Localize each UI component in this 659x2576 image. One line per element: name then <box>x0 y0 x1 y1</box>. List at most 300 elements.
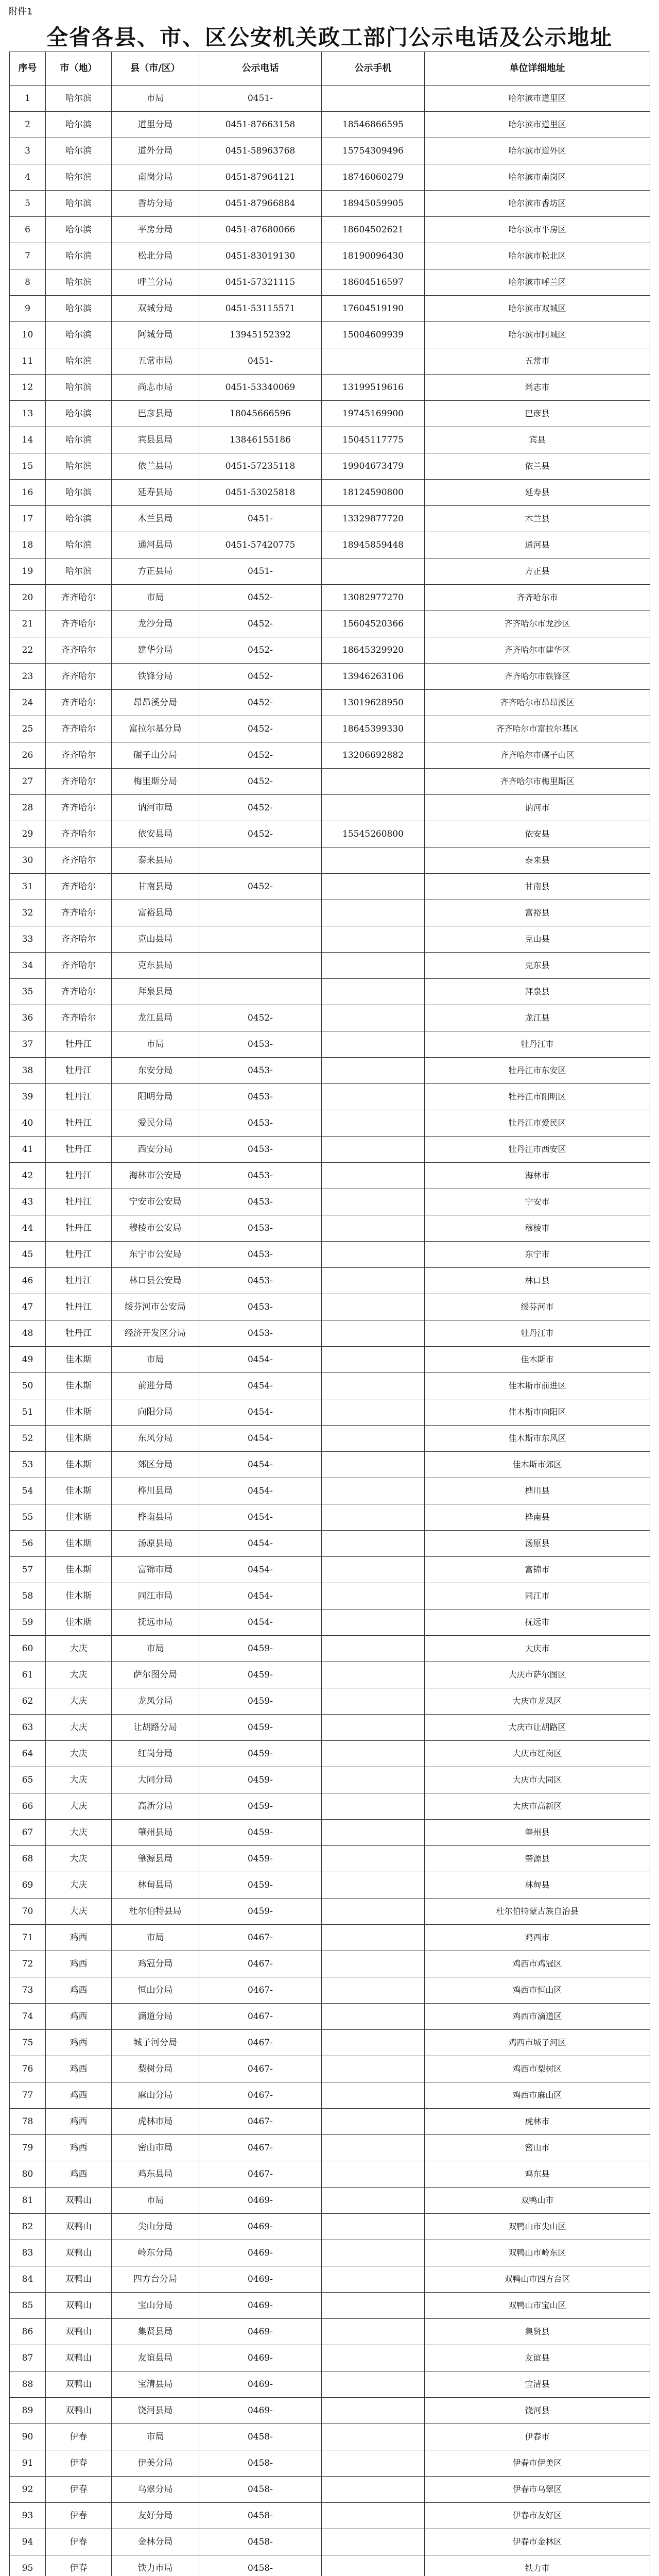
cell-seq: 4 <box>10 164 46 191</box>
cell-mobile <box>322 2004 425 2030</box>
cell-county: 梅里斯分局 <box>112 769 199 795</box>
cell-county: 南岗分局 <box>112 164 199 191</box>
cell-mobile <box>322 1925 425 1951</box>
cell-city: 哈尔滨 <box>46 480 112 506</box>
cell-phone: 0451-87663158 <box>199 112 322 138</box>
cell-phone: 0453- <box>199 1294 322 1320</box>
cell-county: 尚志市局 <box>112 375 199 401</box>
cell-phone: 13945152392 <box>199 322 322 348</box>
cell-address: 尚志市 <box>425 375 650 401</box>
cell-phone: 0467- <box>199 2109 322 2135</box>
cell-phone: 0459- <box>199 1636 322 1662</box>
cell-mobile <box>322 2135 425 2161</box>
cell-seq: 76 <box>10 2056 46 2082</box>
cell-phone: 0452- <box>199 821 322 848</box>
cell-phone: 13846155186 <box>199 427 322 453</box>
table-row <box>10 480 650 506</box>
cell-phone: 0454- <box>199 1531 322 1557</box>
cell-seq: 30 <box>10 848 46 874</box>
cell-county: 岭东分局 <box>112 2240 199 2266</box>
cell-phone: 0469- <box>199 2398 322 2424</box>
cell-mobile <box>322 2529 425 2555</box>
cell-phone <box>199 848 322 874</box>
cell-address: 牡丹江市爱民区 <box>425 1110 650 1137</box>
cell-county: 双城分局 <box>112 296 199 322</box>
cell-city: 牡丹江 <box>46 1242 112 1268</box>
cell-county: 方正县局 <box>112 558 199 585</box>
cell-seq: 10 <box>10 322 46 348</box>
contact-table-container <box>9 52 650 2576</box>
cell-address: 佳木斯市前进区 <box>425 1373 650 1399</box>
cell-seq: 47 <box>10 1294 46 1320</box>
cell-mobile: 18945859448 <box>322 532 425 558</box>
cell-phone: 0469- <box>199 2214 322 2240</box>
cell-address: 哈尔滨市南岗区 <box>425 164 650 191</box>
cell-phone: 0453- <box>199 1110 322 1137</box>
cell-city: 牡丹江 <box>46 1110 112 1137</box>
cell-phone: 0458- <box>199 2477 322 2503</box>
table-row <box>10 138 650 164</box>
cell-phone: 0452- <box>199 742 322 769</box>
header-city: 市（地） <box>46 52 112 86</box>
table-row <box>10 2503 650 2529</box>
cell-phone: 0459- <box>199 1872 322 1899</box>
cell-mobile <box>322 1268 425 1294</box>
cell-address: 双鸭山市宝山区 <box>425 2293 650 2319</box>
cell-county: 东安分局 <box>112 1058 199 1084</box>
cell-city: 大庆 <box>46 1820 112 1846</box>
cell-address: 牡丹江市 <box>425 1031 650 1058</box>
table-row <box>10 926 650 953</box>
cell-phone: 0458- <box>199 2450 322 2477</box>
cell-county: 鸡东县局 <box>112 2161 199 2188</box>
cell-city: 伊春 <box>46 2424 112 2450</box>
cell-address: 通河县 <box>425 532 650 558</box>
cell-county: 红岗分局 <box>112 1741 199 1767</box>
cell-seq: 85 <box>10 2293 46 2319</box>
cell-city: 佳木斯 <box>46 1373 112 1399</box>
table-row <box>10 2161 650 2188</box>
cell-seq: 40 <box>10 1110 46 1137</box>
cell-seq: 23 <box>10 664 46 690</box>
cell-county: 麻山分局 <box>112 2082 199 2109</box>
cell-address: 汤原县 <box>425 1531 650 1557</box>
cell-city: 哈尔滨 <box>46 375 112 401</box>
cell-city: 牡丹江 <box>46 1031 112 1058</box>
table-row <box>10 401 650 427</box>
cell-city: 哈尔滨 <box>46 558 112 585</box>
cell-address: 佳木斯市东风区 <box>425 1426 650 1452</box>
cell-seq: 43 <box>10 1189 46 1215</box>
cell-county: 富拉尔基分局 <box>112 716 199 742</box>
table-row <box>10 1452 650 1478</box>
cell-phone: 0451-53025818 <box>199 480 322 506</box>
table-row <box>10 1531 650 1557</box>
cell-address: 伊春市乌翠区 <box>425 2477 650 2503</box>
cell-mobile <box>322 2266 425 2293</box>
cell-seq: 34 <box>10 953 46 979</box>
cell-county: 市局 <box>112 585 199 611</box>
cell-county: 爱民分局 <box>112 1110 199 1137</box>
cell-phone <box>199 979 322 1005</box>
cell-address: 穆棱市 <box>425 1215 650 1242</box>
cell-county: 四方台分局 <box>112 2266 199 2293</box>
table-row <box>10 585 650 611</box>
table-row <box>10 2345 650 2371</box>
cell-seq: 57 <box>10 1557 46 1583</box>
cell-phone: 0451- <box>199 558 322 585</box>
cell-county: 高新分局 <box>112 1793 199 1820</box>
table-row <box>10 1636 650 1662</box>
cell-seq: 38 <box>10 1058 46 1084</box>
cell-city: 牡丹江 <box>46 1268 112 1294</box>
cell-seq: 6 <box>10 217 46 243</box>
cell-mobile: 13206692882 <box>322 742 425 769</box>
cell-county: 宾县县局 <box>112 427 199 453</box>
table-row <box>10 2109 650 2135</box>
cell-county: 市局 <box>112 2424 199 2450</box>
cell-county: 林甸县局 <box>112 1872 199 1899</box>
table-row <box>10 664 650 690</box>
cell-county: 龙沙分局 <box>112 611 199 637</box>
cell-seq: 1 <box>10 86 46 112</box>
cell-seq: 32 <box>10 900 46 926</box>
cell-seq: 93 <box>10 2503 46 2529</box>
cell-seq: 74 <box>10 2004 46 2030</box>
cell-mobile <box>322 769 425 795</box>
cell-county: 鸡冠分局 <box>112 1951 199 1977</box>
cell-mobile <box>322 1294 425 1320</box>
cell-phone: 0467- <box>199 2135 322 2161</box>
cell-city: 哈尔滨 <box>46 243 112 269</box>
cell-mobile <box>322 1977 425 2004</box>
cell-seq: 48 <box>10 1320 46 1347</box>
cell-city: 哈尔滨 <box>46 532 112 558</box>
header-mobile: 公示手机 <box>322 52 425 86</box>
cell-seq: 77 <box>10 2082 46 2109</box>
table-row <box>10 243 650 269</box>
cell-county: 东宁市公安局 <box>112 1242 199 1268</box>
cell-address: 佳木斯市郊区 <box>425 1452 650 1478</box>
cell-phone: 0452- <box>199 637 322 664</box>
table-row <box>10 1793 650 1820</box>
cell-address: 齐齐哈尔市梅里斯区 <box>425 769 650 795</box>
cell-mobile <box>322 1820 425 1846</box>
table-row <box>10 1767 650 1793</box>
cell-phone: 0451-83019130 <box>199 243 322 269</box>
table-body <box>10 86 650 2576</box>
cell-city: 双鸭山 <box>46 2266 112 2293</box>
cell-county: 龙江县局 <box>112 1005 199 1031</box>
cell-county: 金林分局 <box>112 2529 199 2555</box>
cell-city: 大庆 <box>46 1741 112 1767</box>
cell-mobile <box>322 1767 425 1793</box>
cell-county: 东风分局 <box>112 1426 199 1452</box>
cell-mobile <box>322 1478 425 1504</box>
cell-seq: 29 <box>10 821 46 848</box>
header-seq: 序号 <box>10 52 46 86</box>
cell-address: 同江市 <box>425 1583 650 1609</box>
cell-mobile <box>322 795 425 821</box>
cell-city: 佳木斯 <box>46 1557 112 1583</box>
cell-mobile <box>322 1715 425 1741</box>
table-row <box>10 1504 650 1531</box>
cell-mobile <box>322 1609 425 1636</box>
table-row <box>10 2030 650 2056</box>
cell-address: 鸡西市城子河区 <box>425 2030 650 2056</box>
table-row <box>10 1005 650 1031</box>
cell-address: 宁安市 <box>425 1189 650 1215</box>
cell-seq: 87 <box>10 2345 46 2371</box>
cell-city: 齐齐哈尔 <box>46 979 112 1005</box>
table-row <box>10 1189 650 1215</box>
cell-address: 齐齐哈尔市建华区 <box>425 637 650 664</box>
cell-phone: 0454- <box>199 1452 322 1478</box>
cell-address: 鸡西市麻山区 <box>425 2082 650 2109</box>
cell-phone: 0454- <box>199 1426 322 1452</box>
cell-mobile: 15604520366 <box>322 611 425 637</box>
cell-city: 哈尔滨 <box>46 322 112 348</box>
table-row <box>10 2398 650 2424</box>
cell-phone: 0453- <box>199 1215 322 1242</box>
cell-county: 伊美分局 <box>112 2450 199 2477</box>
cell-city: 齐齐哈尔 <box>46 926 112 953</box>
cell-address: 哈尔滨市双城区 <box>425 296 650 322</box>
cell-seq: 73 <box>10 1977 46 2004</box>
cell-county: 市局 <box>112 1031 199 1058</box>
cell-county: 恒山分局 <box>112 1977 199 2004</box>
cell-address: 肇州县 <box>425 1820 650 1846</box>
cell-seq: 12 <box>10 375 46 401</box>
cell-mobile: 18604502621 <box>322 217 425 243</box>
cell-city: 双鸭山 <box>46 2398 112 2424</box>
cell-county: 香坊分局 <box>112 191 199 217</box>
table-row <box>10 953 650 979</box>
cell-address: 富裕县 <box>425 900 650 926</box>
cell-city: 牡丹江 <box>46 1084 112 1110</box>
cell-city: 大庆 <box>46 1872 112 1899</box>
cell-mobile <box>322 1452 425 1478</box>
cell-address: 宾县 <box>425 427 650 453</box>
header-phone: 公示电话 <box>199 52 322 86</box>
cell-mobile <box>322 1242 425 1268</box>
cell-city: 哈尔滨 <box>46 138 112 164</box>
cell-city: 齐齐哈尔 <box>46 611 112 637</box>
cell-city: 双鸭山 <box>46 2319 112 2345</box>
cell-city: 大庆 <box>46 1662 112 1688</box>
cell-address: 桦南县 <box>425 1504 650 1531</box>
cell-city: 牡丹江 <box>46 1189 112 1215</box>
cell-seq: 35 <box>10 979 46 1005</box>
cell-city: 双鸭山 <box>46 2345 112 2371</box>
table-row <box>10 900 650 926</box>
cell-mobile <box>322 2450 425 2477</box>
table-row <box>10 1846 650 1872</box>
cell-address: 泰来县 <box>425 848 650 874</box>
cell-mobile <box>322 2424 425 2450</box>
cell-seq: 13 <box>10 401 46 427</box>
cell-seq: 41 <box>10 1137 46 1163</box>
cell-mobile: 18645329920 <box>322 637 425 664</box>
cell-address: 林甸县 <box>425 1872 650 1899</box>
cell-city: 大庆 <box>46 1767 112 1793</box>
cell-phone: 0454- <box>199 1609 322 1636</box>
table-row <box>10 821 650 848</box>
cell-mobile: 15754309496 <box>322 138 425 164</box>
cell-mobile: 15545260800 <box>322 821 425 848</box>
table-row <box>10 1084 650 1110</box>
cell-phone: 0451-57235118 <box>199 453 322 480</box>
cell-mobile <box>322 1583 425 1609</box>
table-row <box>10 375 650 401</box>
cell-city: 哈尔滨 <box>46 217 112 243</box>
cell-county: 铁锋分局 <box>112 664 199 690</box>
table-row <box>10 348 650 375</box>
table-row <box>10 716 650 742</box>
table-row <box>10 979 650 1005</box>
cell-city: 齐齐哈尔 <box>46 690 112 716</box>
cell-city: 佳木斯 <box>46 1426 112 1452</box>
table-row <box>10 690 650 716</box>
cell-mobile <box>322 2056 425 2082</box>
cell-county: 市局 <box>112 1636 199 1662</box>
cell-seq: 86 <box>10 2319 46 2345</box>
cell-mobile: 18645399330 <box>322 716 425 742</box>
cell-phone: 0451-87680066 <box>199 217 322 243</box>
cell-mobile: 18945059905 <box>322 191 425 217</box>
cell-mobile: 18190096430 <box>322 243 425 269</box>
cell-address: 双鸭山市尖山区 <box>425 2214 650 2240</box>
cell-city: 佳木斯 <box>46 1504 112 1531</box>
cell-seq: 79 <box>10 2135 46 2161</box>
cell-mobile <box>322 1005 425 1031</box>
cell-city: 大庆 <box>46 1846 112 1872</box>
cell-mobile: 18604516597 <box>322 269 425 296</box>
cell-city: 双鸭山 <box>46 2214 112 2240</box>
table-row <box>10 2004 650 2030</box>
cell-seq: 66 <box>10 1793 46 1820</box>
cell-seq: 44 <box>10 1215 46 1242</box>
cell-address: 鸡西市梨树区 <box>425 2056 650 2082</box>
cell-address: 克东县 <box>425 953 650 979</box>
cell-address: 大庆市萨尔图区 <box>425 1662 650 1688</box>
cell-county: 杜尔伯特县局 <box>112 1899 199 1925</box>
cell-address: 牡丹江市东安区 <box>425 1058 650 1084</box>
table-row <box>10 1662 650 1688</box>
cell-phone: 0467- <box>199 1925 322 1951</box>
cell-address: 哈尔滨市平房区 <box>425 217 650 243</box>
cell-phone: 0459- <box>199 1715 322 1741</box>
cell-seq: 3 <box>10 138 46 164</box>
cell-address: 集贤县 <box>425 2319 650 2345</box>
cell-city: 鸡西 <box>46 1951 112 1977</box>
cell-county: 宝山分局 <box>112 2293 199 2319</box>
cell-seq: 78 <box>10 2109 46 2135</box>
cell-mobile <box>322 848 425 874</box>
cell-seq: 62 <box>10 1688 46 1715</box>
cell-mobile: 15004609939 <box>322 322 425 348</box>
cell-seq: 59 <box>10 1609 46 1636</box>
cell-city: 齐齐哈尔 <box>46 742 112 769</box>
cell-county: 林口县公安局 <box>112 1268 199 1294</box>
cell-seq: 45 <box>10 1242 46 1268</box>
cell-address: 齐齐哈尔市昂昂溪区 <box>425 690 650 716</box>
cell-seq: 49 <box>10 1347 46 1373</box>
cell-county: 尖山分局 <box>112 2214 199 2240</box>
cell-seq: 19 <box>10 558 46 585</box>
cell-seq: 94 <box>10 2529 46 2555</box>
cell-county: 市局 <box>112 1925 199 1951</box>
cell-seq: 90 <box>10 2424 46 2450</box>
cell-city: 大庆 <box>46 1688 112 1715</box>
table-row <box>10 1242 650 1268</box>
cell-address: 哈尔滨市道外区 <box>425 138 650 164</box>
cell-city: 齐齐哈尔 <box>46 795 112 821</box>
cell-address: 鸡西市滴道区 <box>425 2004 650 2030</box>
cell-address: 齐齐哈尔市铁锋区 <box>425 664 650 690</box>
cell-phone: 0467- <box>199 1977 322 2004</box>
cell-county: 市局 <box>112 2188 199 2214</box>
table-row <box>10 1715 650 1741</box>
cell-city: 鸡西 <box>46 2082 112 2109</box>
cell-seq: 42 <box>10 1163 46 1189</box>
table-row <box>10 1688 650 1715</box>
cell-mobile <box>322 558 425 585</box>
cell-county: 拜泉县局 <box>112 979 199 1005</box>
table-row <box>10 191 650 217</box>
cell-address: 铁力市 <box>425 2555 650 2576</box>
cell-phone: 0458- <box>199 2529 322 2555</box>
cell-phone: 0453- <box>199 1084 322 1110</box>
cell-mobile <box>322 1531 425 1557</box>
cell-phone: 0452- <box>199 611 322 637</box>
cell-seq: 39 <box>10 1084 46 1110</box>
cell-city: 齐齐哈尔 <box>46 769 112 795</box>
cell-phone: 0452- <box>199 664 322 690</box>
cell-phone: 0469- <box>199 2319 322 2345</box>
cell-mobile: 19745169900 <box>322 401 425 427</box>
cell-phone: 0451- <box>199 348 322 375</box>
table-row <box>10 1899 650 1925</box>
cell-seq: 54 <box>10 1478 46 1504</box>
cell-mobile <box>322 1426 425 1452</box>
cell-phone: 0467- <box>199 2082 322 2109</box>
cell-address: 齐齐哈尔市富拉尔基区 <box>425 716 650 742</box>
cell-city: 佳木斯 <box>46 1347 112 1373</box>
cell-city: 齐齐哈尔 <box>46 874 112 900</box>
cell-county: 甘南县局 <box>112 874 199 900</box>
cell-phone: 0469- <box>199 2266 322 2293</box>
cell-address: 方正县 <box>425 558 650 585</box>
cell-mobile <box>322 2109 425 2135</box>
cell-mobile <box>322 979 425 1005</box>
cell-phone: 0467- <box>199 2030 322 2056</box>
cell-mobile <box>322 2293 425 2319</box>
cell-mobile <box>322 1951 425 1977</box>
table-row <box>10 2319 650 2345</box>
cell-address: 哈尔滨市呼兰区 <box>425 269 650 296</box>
cell-address: 大庆市大同区 <box>425 1767 650 1793</box>
cell-seq: 70 <box>10 1899 46 1925</box>
cell-county: 肇源县局 <box>112 1846 199 1872</box>
cell-mobile <box>322 1688 425 1715</box>
cell-address: 大庆市红岗区 <box>425 1741 650 1767</box>
cell-address: 富锦市 <box>425 1557 650 1583</box>
cell-address: 依兰县 <box>425 453 650 480</box>
cell-address: 依安县 <box>425 821 650 848</box>
table-row <box>10 86 650 112</box>
cell-mobile <box>322 1504 425 1531</box>
